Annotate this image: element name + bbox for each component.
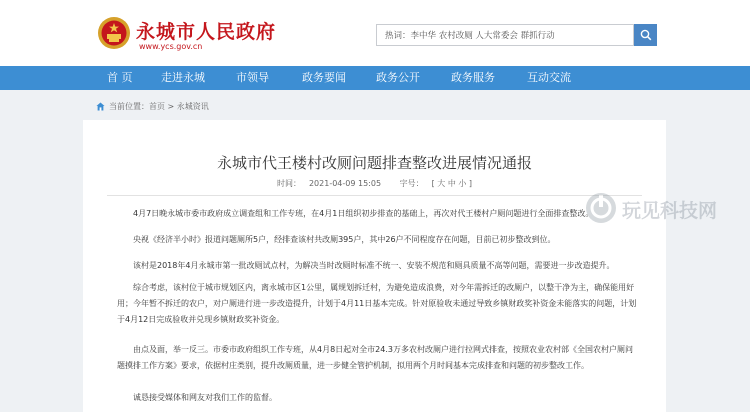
search-hot-words: 热词：李中华 农村改厕 人大常委会 群抓行动 [385,31,555,41]
breadcrumb-separator: > [165,102,177,111]
article-paragraph: 诚恳接受媒体和网友对我们工作的监督。 [133,393,277,402]
watermark [582,188,742,228]
nav-item-interaction[interactable]: 互动交流 [527,71,571,84]
article-paragraph: 综合考虑，该村位于城市规划区内，离永城市区1公里，属规划拆迁村，为避免造成浪费，对今年需拆迁的改厕户，以整干净为主，确保能用好用；今年暂不拆迁的农户，对户厕进行进一步改造提升，计划于4月11日基本完成。针对原验收未通过导致乡镇财政奖补资金未能落实的问题，计划于4月12日完成验收并兑现乡镇财政奖补资金。 [117,283,637,324]
national-emblem-icon[interactable] [97,16,131,50]
article-title: 永城市代王楼村改厕问题排查整改进展情况通报 [216,154,532,172]
watermark-text: 玩见科技网 [622,200,718,222]
time-label: 时间： [276,179,301,188]
breadcrumb [96,101,209,112]
site-url: www.ycs.gov.cn [139,42,203,51]
nav-item-leaders[interactable]: 市领导 [236,71,269,84]
font-size-label: 字号： [399,179,424,188]
article-panel [83,120,666,412]
breadcrumb-section-link[interactable]: 永城资讯 [176,102,209,111]
article-meta [83,178,666,189]
watermark-logo-icon [584,191,618,225]
font-size-options[interactable]: [ 大 中 小 ] [431,179,473,188]
nav-item-news[interactable]: 政务要闻 [302,71,346,84]
nav-item-about[interactable]: 走进永城 [161,71,205,84]
article-paragraph: 央视《经济半小时》报道问题厕所5户，经排查该村共改厕395户，其中26户不同程度存在问题，目前已初步整改到位。 [133,235,556,244]
nav-item-open-gov[interactable]: 政务公开 [376,71,420,84]
article-paragraph: 该村是2018年4月永城市第一批改厕试点村，为解决当时改厕时标准不统一、安装不规范和厕具质量不高等问题，需要进一步改造提升。 [133,261,615,270]
nav-item-services[interactable]: 政务服务 [451,71,495,84]
breadcrumb-prefix: 当前位置： [109,102,149,111]
search-input[interactable] [376,24,634,46]
article-paragraph: 4月7日晚永城市委市政府成立调查组和工作专班，在4月1日组织初步排查的基础上，再次对代王楼村户厕问题进行全面排查整改。 [133,209,594,218]
breadcrumb-home-link[interactable]: 首页 [149,102,165,111]
publish-time: 2021-04-09 15:05 [308,179,382,188]
home-icon [96,102,105,111]
nav-item-home[interactable]: 首 页 [107,71,133,84]
search-button[interactable] [634,24,657,46]
main-nav [0,66,750,90]
site-title[interactable]: 永城市人民政府 [136,21,277,43]
title-divider [107,195,642,196]
article-paragraph: 由点及面，举一反三。市委市政府组织工作专班，从4月8日起对全市24.3万多农村改厕户进行拉网式排查，按照农业农村部《全国农村户厕问题摸排工作方案》要求，依据村庄类别，提升改厕质量，进一步健全管护机制，拟用两个月时间基本完成排查和问题的初步整改工作。 [117,345,633,370]
search-icon [640,29,652,41]
site-header [0,0,750,66]
